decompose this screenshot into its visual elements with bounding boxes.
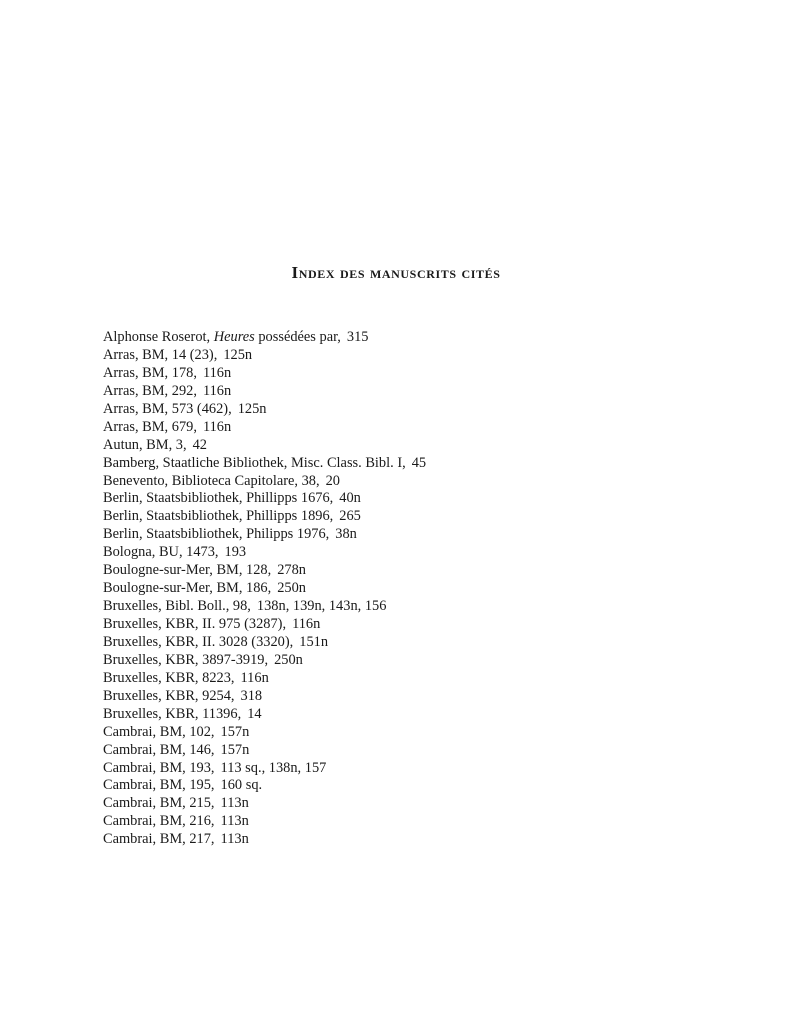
entry-page-refs: 250n	[274, 651, 303, 668]
index-entry	[103, 670, 426, 688]
index-entry	[103, 383, 426, 401]
entry-label: Arras, BM, 292,	[103, 382, 197, 399]
entry-page-refs: 157n	[220, 723, 250, 740]
entry-page-refs: 138n, 139n, 143n, 156	[256, 598, 387, 615]
entry-label: Bruxelles, KBR, 3897-3919,	[103, 651, 269, 668]
entry-page-refs: 113n	[220, 795, 249, 812]
index-entry	[103, 365, 426, 383]
index-entry	[103, 580, 426, 598]
entry-page-refs: 20	[325, 472, 340, 489]
index-entry	[103, 347, 426, 365]
index-entry	[103, 401, 426, 419]
entry-label: Cambrai, BM, 216,	[103, 813, 215, 830]
entry-label: Bruxelles, KBR, 11396,	[103, 705, 242, 722]
entry-label: Arras, BM, 14 (23),	[103, 346, 218, 363]
index-entry	[103, 724, 426, 742]
page-title: Index des manuscrits cités	[291, 263, 501, 282]
entry-label: Bologna, BU, 1473,	[103, 544, 219, 561]
entry-page-refs: 250n	[277, 580, 306, 597]
entry-page-refs: 151n	[299, 633, 329, 650]
entry-label: Benevento, Biblioteca Capitolare, 38,	[103, 472, 320, 489]
entry-page-refs: 38n	[335, 526, 357, 543]
entry-page-refs: 113n	[220, 831, 249, 848]
index-entry	[103, 831, 426, 849]
entry-page-refs: 14	[247, 705, 262, 722]
index-entry	[103, 437, 426, 455]
index-entry	[103, 706, 426, 724]
entry-label: Arras, BM, 178,	[103, 364, 197, 381]
entry-label: Cambrai, BM, 193,	[103, 759, 215, 776]
index-entry	[103, 688, 426, 706]
index-entry	[103, 329, 426, 347]
index-entry	[103, 526, 426, 544]
index-entry	[103, 508, 426, 526]
entry-label: Bruxelles, Bibl. Boll., 98,	[103, 598, 251, 615]
index-entry	[103, 634, 426, 652]
entry-page-refs: 125n	[237, 400, 267, 417]
entry-page-refs: 45	[411, 454, 427, 471]
entry-label: Arras, BM, 573 (462),	[103, 400, 232, 417]
entry-label: Bruxelles, KBR, 8223,	[103, 669, 235, 686]
index-entry	[103, 795, 426, 813]
entry-label: Berlin, Staatsbibliothek, Phillipps 1676,	[103, 490, 334, 507]
index-entry	[103, 562, 426, 580]
entry-label: Berlin, Staatsbibliothek, Phillipps 1896,	[103, 508, 334, 525]
entry-page-refs: 113 sq., 138n, 157	[220, 759, 327, 776]
index-entry	[103, 760, 426, 778]
index-entry	[103, 616, 426, 634]
entry-label: Bruxelles, KBR, II. 975 (3287),	[103, 616, 287, 632]
entry-label: Bruxelles, KBR, 9254,	[103, 687, 235, 704]
index-entry	[103, 544, 426, 562]
entry-page-refs: 116n	[202, 364, 232, 381]
entry-page-refs: 125n	[223, 346, 253, 363]
entry-label: Berlin, Staatsbibliothek, Philipps 1976,	[103, 526, 330, 543]
manuscript-index-list	[103, 329, 426, 849]
entry-label: Boulogne-sur-Mer, BM, 128,	[103, 562, 272, 579]
entry-label-italic: Heures	[213, 329, 255, 345]
entry-page-refs: 40n	[339, 490, 361, 507]
index-entry	[103, 419, 426, 437]
entry-page-refs: 116n	[292, 616, 321, 632]
entry-label: Cambrai, BM, 195,	[103, 777, 215, 794]
entry-label: Cambrai, BM, 102,	[103, 723, 215, 740]
index-entry	[103, 473, 426, 491]
index-entry	[103, 652, 426, 670]
index-entry	[103, 598, 426, 616]
entry-label: Cambrai, BM, 215,	[103, 795, 215, 812]
entry-label: Boulogne-sur-Mer, BM, 186,	[103, 580, 272, 597]
entry-page-refs: 113n	[220, 813, 249, 830]
entry-label: Cambrai, BM, 217,	[103, 831, 215, 848]
entry-page-refs: 265	[339, 508, 361, 525]
entry-page-refs: 116n	[240, 669, 269, 686]
index-entry	[103, 813, 426, 831]
index-entry	[103, 742, 426, 760]
entry-page-refs: 160 sq.	[220, 777, 263, 794]
entry-page-refs: 157n	[220, 741, 250, 758]
entry-page-refs: 193	[224, 544, 247, 561]
entry-page-refs: 318	[240, 687, 263, 704]
index-entry	[103, 777, 426, 795]
entry-label: Bruxelles, KBR, II. 3028 (3320),	[103, 633, 294, 650]
entry-page-refs: 116n	[202, 382, 232, 399]
index-entry	[103, 490, 426, 508]
entry-label: Cambrai, BM, 146,	[103, 741, 215, 758]
entry-label: Autun, BM, 3,	[103, 436, 187, 453]
index-entry	[103, 455, 426, 473]
entry-label: Arras, BM, 679,	[103, 418, 197, 435]
entry-page-refs: 116n	[202, 418, 232, 435]
entry-page-refs: 315	[346, 329, 369, 345]
entry-label-suffix: possédées par,	[254, 329, 341, 345]
entry-label: Bamberg, Staatliche Bibliothek, Misc. Class. Bibl. I,	[103, 454, 406, 471]
entry-page-refs: 42	[192, 436, 207, 453]
entry-page-refs: 278n	[277, 562, 306, 579]
entry-label-prefix: Alphonse Roserot,	[103, 329, 214, 345]
